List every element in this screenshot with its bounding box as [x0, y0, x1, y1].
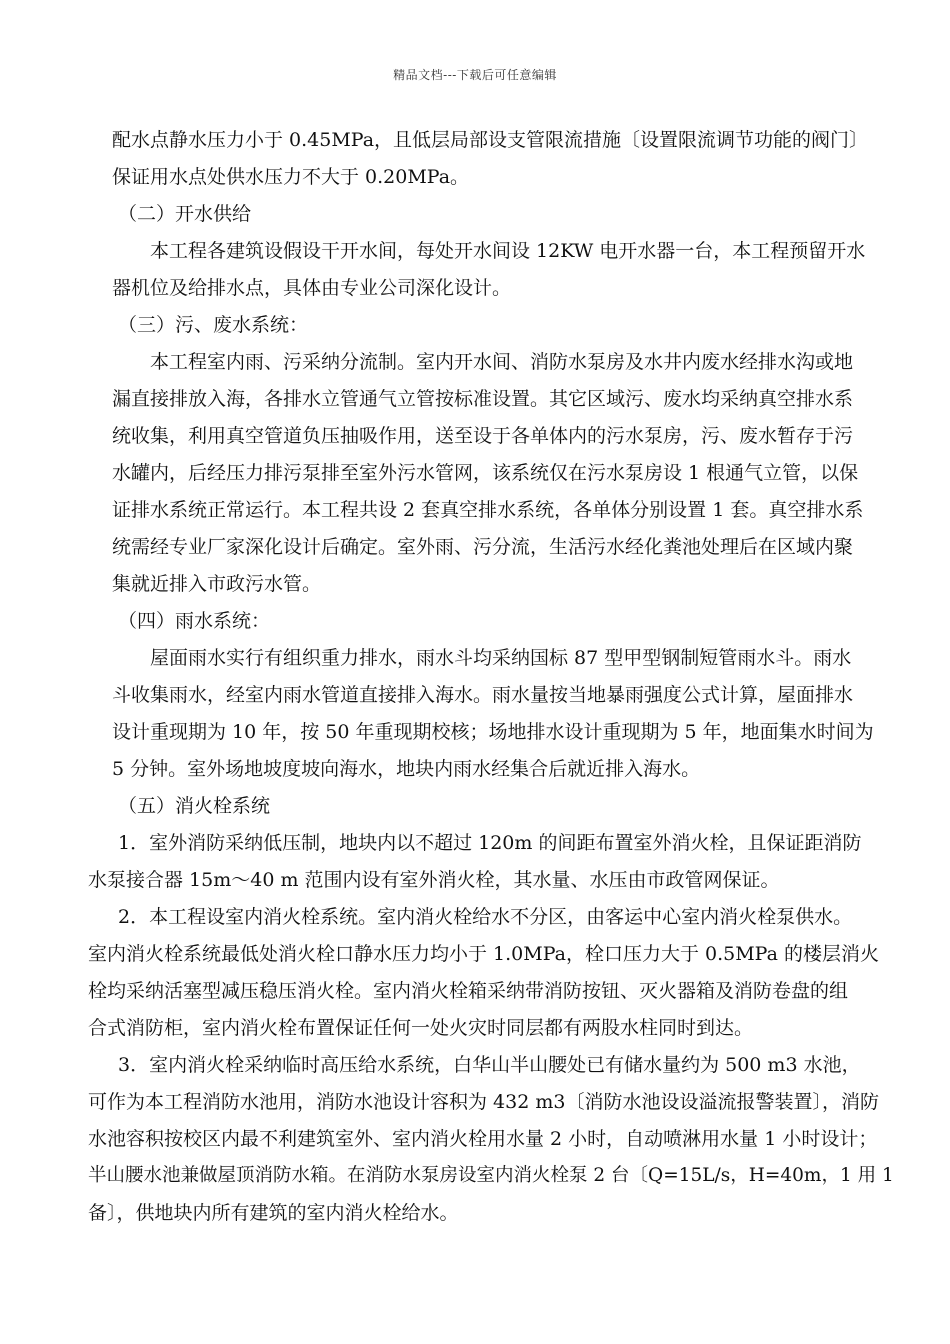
text-line: 5 分钟。室外场地坡度坡向海水，地块内雨水经集合后就近排入海水。 [112, 758, 701, 780]
text-line: 设计重现期为 10 年，按 50 年重现期校核；场地排水设计重现期为 5 年，地面集水时间为 [112, 721, 874, 743]
text-line: 保证用水点处供水压力不大于 0.20MPa。 [112, 166, 470, 188]
text-line: 半山腰水池兼做屋顶消防水箱。在消防水泵房设室内消火栓泵 2 台〔Q=15L/s，H=40m，1 用 1 [88, 1165, 894, 1186]
text-line: 本工程各建筑设假设干开水间，每处开水间设 12KW 电开水器一台，本工程预留开水 [150, 240, 866, 262]
text-line: 本工程室内雨、污采纳分流制。室内开水间、消防水泵房及水井内废水经排水沟或地 [150, 351, 854, 373]
text-line: 水泵接合器 15m～40 m 范围内设有室外消火栓，其水量、水压由市政管网保证。 [88, 869, 780, 891]
text-line: 室内消火栓系统最低处消火栓口静水压力均小于 1.0MPa，栓口压力大于 0.5MPa 的楼层消火 [88, 943, 879, 965]
text-line: 漏直接排放入海，各排水立管通气立管按标准设置。其它区域污、废水均采纳真空排水系 [112, 388, 854, 410]
text-line: 屋面雨水实行有组织重力排水，雨水斗均采纳国标 87 型甲型钢制短管雨水斗。雨水 [150, 647, 852, 669]
text-line: 栓均采纳活塞型减压稳压消火栓。室内消火栓箱采纳带消防按钮、灭火器箱及消防卷盘的组 [88, 980, 849, 1002]
page-header: 精品文档---下载后可任意编辑 [393, 68, 557, 82]
text-line: 证排水系统正常运行。本工程共设 2 套真空排水系统，各单体分别设置 1 套。真空排水系 [112, 499, 864, 521]
text-line: 1．室外消防采纳低压制，地块内以不超过 120m 的间距布置室外消火栓，且保证距消防 [118, 832, 862, 854]
text-line: 斗收集雨水，经室内雨水管道直接排入海水。雨水量按当地暴雨强度公式计算，屋面排水 [112, 684, 854, 706]
text-line: 集就近排入市政污水管。 [112, 573, 322, 595]
text-line: 2．本工程设室内消火栓系统。室内消火栓给水不分区，由客运中心室内消火栓泵供水。 [118, 906, 853, 928]
text-line: 水池容积按校区内最不利建筑室外、室内消火栓用水量 2 小时，自动喷淋用水量 1 小时设计； [88, 1128, 878, 1150]
text-line: 统需经专业厂家深化设计后确定。室外雨、污分流，生活污水经化粪池处理后在区域内聚 [112, 536, 854, 558]
text-line: 备〕，供地块内所有建筑的室内消火栓给水。 [88, 1202, 459, 1224]
text-line: 器机位及给排水点，具体由专业公司深化设计。 [112, 277, 512, 299]
section-heading: （五）消火栓系统 [118, 795, 271, 817]
section-heading: （三）污、废水系统： [118, 314, 309, 336]
section-heading: （二）开水供给 [118, 203, 252, 225]
section-heading: （四）雨水系统： [118, 610, 271, 632]
text-line: 配水点静水压力小于 0.45MPa，且低层局部设支管限流措施〔设置限流调节功能的阀门〕 [112, 129, 869, 151]
text-line: 可作为本工程消防水池用，消防水池设计容积为 432 m3〔消防水池设设溢流报警装置〕，消防 [88, 1091, 879, 1113]
text-line: 合式消防柜，室内消火栓布置保证任何一处火灾时同层都有两股水柱同时到达。 [88, 1017, 754, 1039]
text-line: 3．室内消火栓采纳临时高压给水系统，白华山半山腰处已有储水量约为 500 m3 水池， [118, 1054, 861, 1076]
text-line: 统收集，利用真空管道负压抽吸作用，送至设于各单体内的污水泵房，污、废水暂存于污 [112, 425, 854, 447]
text-line: 水罐内，后经压力排污泵排至室外污水管网，该系统仅在污水泵房设 1 根通气立管，以保 [112, 462, 859, 484]
